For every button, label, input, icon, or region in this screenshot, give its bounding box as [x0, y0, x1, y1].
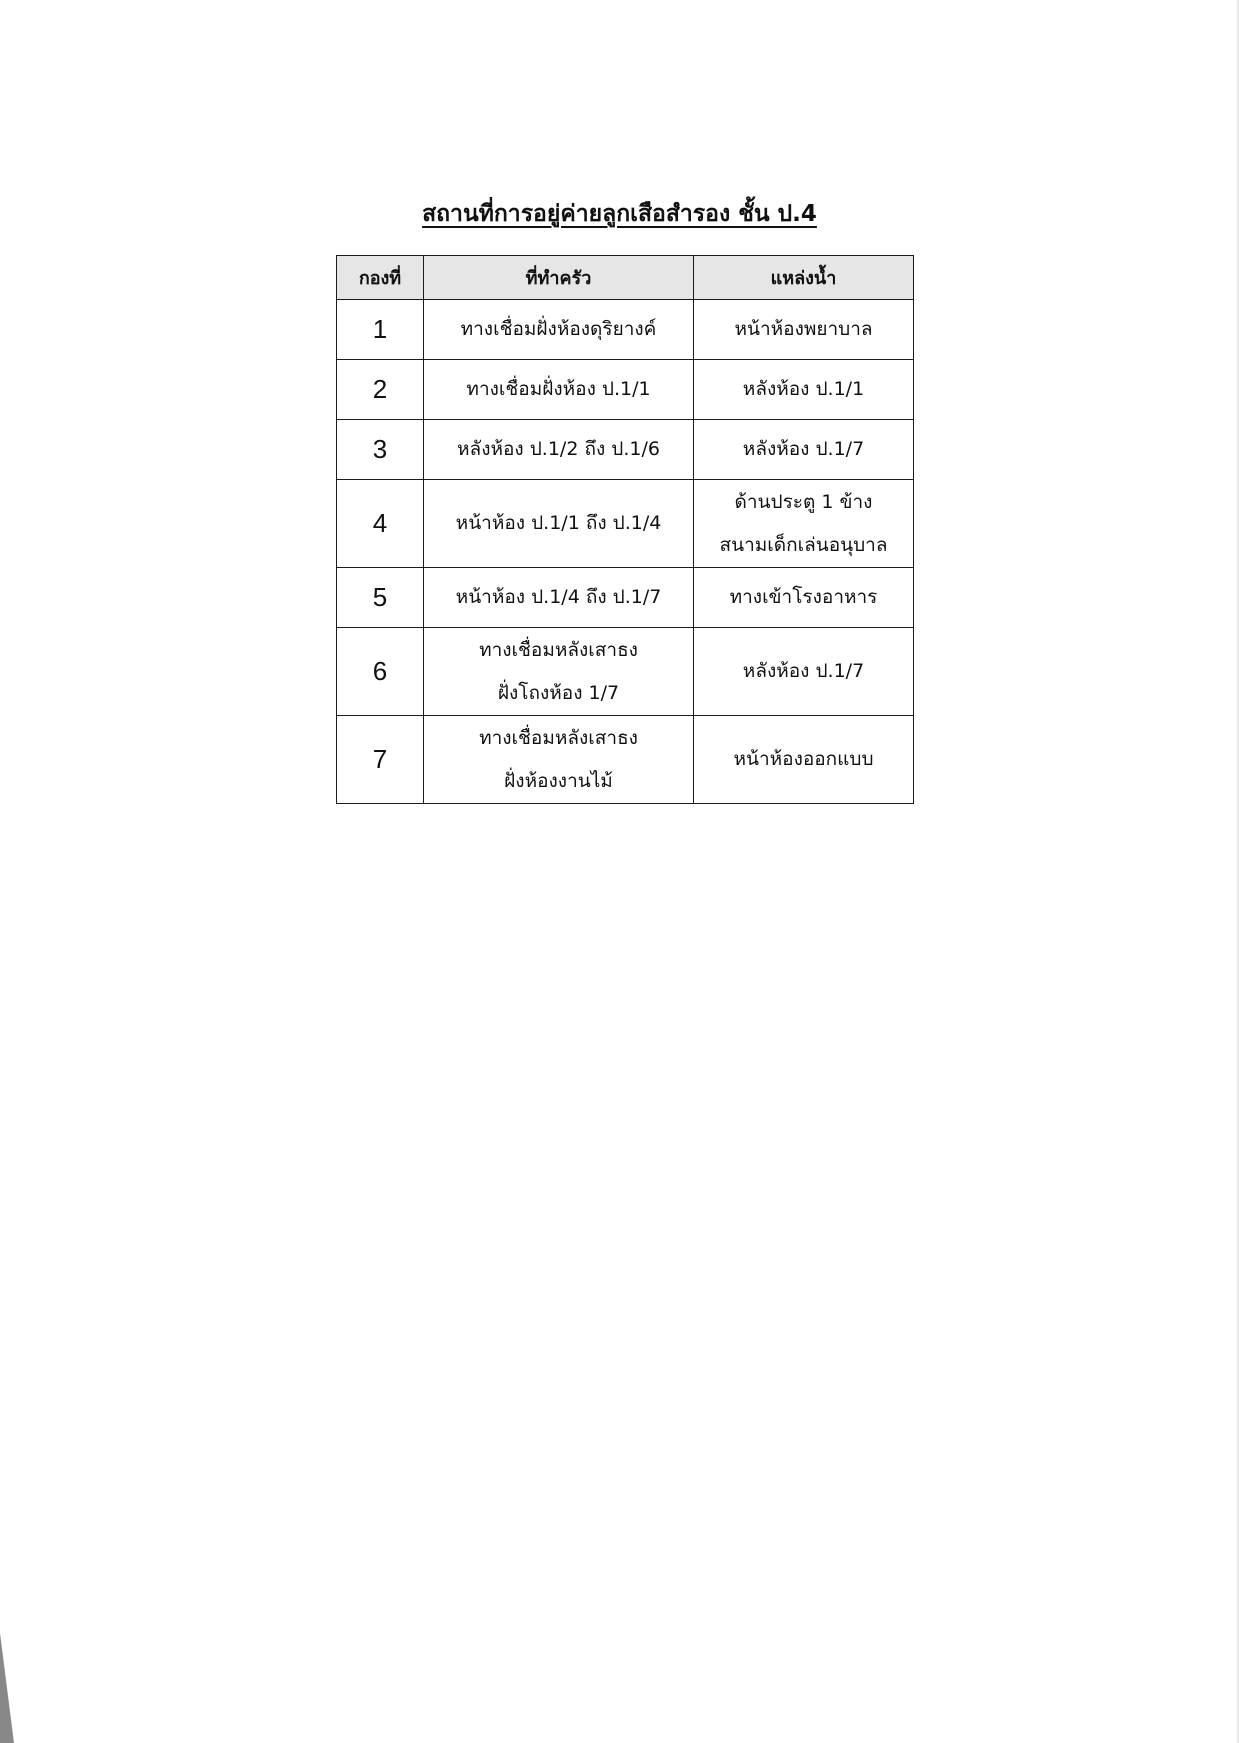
kitchen-line: หน้าห้อง ป.1/1 ถึง ป.1/4 — [455, 512, 662, 534]
table-row — [337, 300, 914, 360]
table-row — [337, 360, 914, 420]
kitchen-line: ทางเชื่อมหลังเสาธง — [479, 638, 638, 661]
group-number: 7 — [337, 716, 424, 804]
group-number: 1 — [337, 300, 424, 360]
document-title: สถานที่การอยู่ค่ายลูกเสือสำรอง ชั้น ป.4 — [422, 201, 817, 227]
kitchen-cell — [424, 300, 694, 360]
water-line: หน้าห้องออกแบบ — [733, 748, 874, 770]
header-group: กองที่ — [337, 256, 424, 300]
water-line: หลังห้อง ป.1/7 — [742, 438, 865, 460]
water-line: ด้านประตู 1 ข้าง — [734, 490, 873, 513]
kitchen-line: หลังห้อง ป.1/2 ถึง ป.1/6 — [457, 438, 660, 460]
water-line: หลังห้อง ป.1/1 — [742, 378, 865, 400]
header-water: แหล่งน้ำ — [694, 256, 914, 300]
water-line: หน้าห้องพยาบาล — [734, 318, 873, 340]
group-number: 2 — [337, 360, 424, 420]
group-number: 4 — [337, 480, 424, 568]
kitchen-line: ฝั่งห้องงานไม้ — [504, 769, 613, 792]
kitchen-cell — [424, 480, 694, 568]
table-row — [337, 568, 914, 628]
kitchen-line: ทางเชื่อมฝั่งห้องดุริยางค์ — [460, 318, 657, 340]
group-number: 3 — [337, 420, 424, 480]
water-cell — [694, 716, 914, 804]
water-cell — [694, 480, 914, 568]
kitchen-cell — [424, 420, 694, 480]
group-number: 6 — [337, 628, 424, 716]
table-row — [337, 716, 914, 804]
kitchen-cell — [424, 568, 694, 628]
water-line: ทางเข้าโรงอาหาร — [729, 586, 878, 608]
kitchen-line: หน้าห้อง ป.1/4 ถึง ป.1/7 — [455, 586, 662, 608]
water-cell — [694, 568, 914, 628]
camp-location-table — [336, 255, 914, 804]
water-cell — [694, 300, 914, 360]
table-row — [337, 420, 914, 480]
scan-shadow-edge — [0, 1633, 14, 1743]
kitchen-cell — [424, 716, 694, 804]
group-number: 5 — [337, 568, 424, 628]
water-cell — [694, 360, 914, 420]
table-row — [337, 480, 914, 568]
header-kitchen: ที่ทำครัว — [424, 256, 694, 300]
table-header-row — [337, 256, 914, 300]
kitchen-cell — [424, 628, 694, 716]
table-row — [337, 628, 914, 716]
water-line: หลังห้อง ป.1/7 — [742, 660, 865, 682]
water-cell — [694, 420, 914, 480]
kitchen-line: ทางเชื่อมฝั่งห้อง ป.1/1 — [466, 378, 651, 400]
water-cell — [694, 628, 914, 716]
kitchen-cell — [424, 360, 694, 420]
water-line: สนามเด็กเล่นอนุบาล — [719, 533, 888, 556]
kitchen-line: ทางเชื่อมหลังเสาธง — [479, 726, 638, 749]
kitchen-line: ฝั่งโถงห้อง 1/7 — [497, 681, 620, 704]
